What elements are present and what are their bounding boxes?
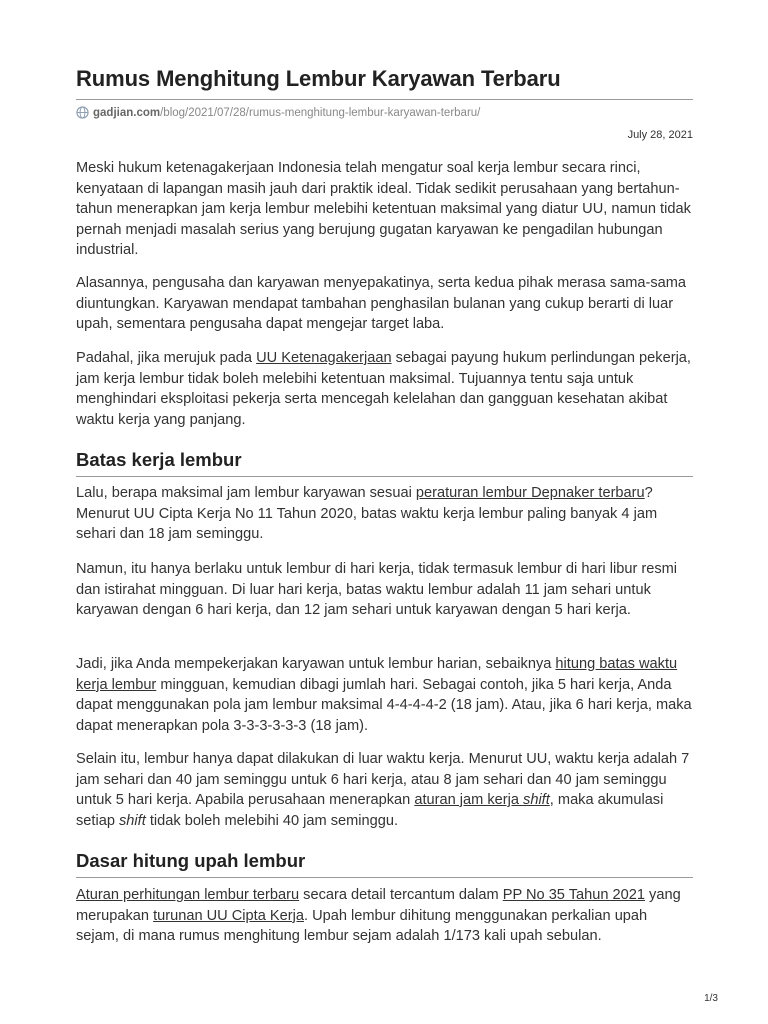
- page-number: 1/3: [704, 993, 718, 1004]
- intro-paragraph-3: Padahal, jika merujuk pada UU Ketenagakerjaan sebagai payung hukum perlindungan pekerja, jam kerja lembur tidak boleh melebihi ketentuan maksimal. Tujuannya tentu saja untuk menghindari eksploitasi pekerja serta mencegah kelelahan dan gangguan kesehatan akibat waktu kerja yang panjang.: [76, 350, 691, 428]
- globe-icon: [76, 106, 89, 119]
- section1-paragraph-4: Selain itu, lembur hanya dapat dilakukan di luar waktu kerja. Menurut UU, waktu kerja adalah 7 jam sehari dan 40 jam seminggu untuk 6 hari kerja, atau 8 jam sehari dan 40 jam seminggu untuk 5 hari kerja. Apabila perusahaan menerapkan aturan jam kerja shift, maka akumulasi setiap shift tidak boleh melebihi 40 jam seminggu.: [76, 751, 690, 829]
- source-path: /blog/2021/07/28/rumus-menghitung-lembur-karyawan-terbaru/: [160, 106, 481, 119]
- intro-paragraph-2: Alasannya, pengusaha dan karyawan menyepakatinya, serta kedua pihak merasa sama-sama diuntungkan. Karyawan mendapat tambahan penghasilan bulanan yang cukup berarti di luar upah, sementara pengusaha dapat mengejar target laba.: [76, 275, 687, 332]
- link-uu-ketenagakerjaan[interactable]: UU Ketenagakerjaan: [256, 350, 392, 366]
- link-turunan-uu-cipta-kerja[interactable]: turunan UU Cipta Kerja: [153, 907, 304, 924]
- source-host: gadjian.com: [93, 106, 161, 119]
- publish-date: July 28, 2021: [627, 129, 693, 141]
- section-divider: [76, 476, 693, 477]
- intro-paragraph-1: Meski hukum ketenagakerjaan Indonesia telah mengatur soal kerja lembur secara rinci, kenyataan di lapangan masih jauh dari praktik ideal. Tidak sedikit perusahaan yang bertahun-tahun menerapkan jam kerja lembur melebihi ketentuan maksimal yang diatur UU, namun tidak pernah menjadi masalah serius yang berujung gugatan karyawan ke pengadilan hubungan industrial.: [76, 160, 691, 258]
- link-hitung-batas-waktu-kerja-lembur[interactable]: hitung batas waktu kerja lembur: [76, 656, 678, 693]
- section-divider: [76, 877, 693, 878]
- link-aturan-jam-kerja-shift[interactable]: aturan jam kerja shift: [414, 792, 550, 808]
- section-heading-dasar-hitung-upah-lembur: Dasar hitung upah lembur: [76, 850, 306, 871]
- link-aturan-perhitungan-lembur[interactable]: Aturan perhitungan lembur terbaru: [76, 887, 300, 903]
- title-divider: [76, 99, 693, 100]
- section2-paragraph-1: Aturan perhitungan lembur terbaru secara detail tercantum dalam PP No 35 Tahun 2021 yang merupakan turunan UU Cipta Kerja. Upah lembur dihitung menggunakan perkalian upah sejam, di mana rumus menghitung lembur sejam adalah 1/173 kali upah sebulan.: [76, 887, 681, 944]
- section1-paragraph-1: Lalu, berapa maksimal jam lembur karyawan sesuai peraturan lembur Depnaker terbaru? Menurut UU Cipta Kerja No 11 Tahun 2020, batas waktu kerja lembur paling banyak 4 jam sehari dan 18 jam seminggu.: [76, 485, 658, 542]
- section1-paragraph-2: Namun, itu hanya berlaku untuk lembur di hari kerja, tidak termasuk lembur di hari libur resmi dan istirahat mingguan. Di luar hari kerja, batas waktu lembur adalah 11 jam sehari untuk karyawan dengan 6 hari kerja, dan 12 jam sehari untuk karyawan dengan 5 hari kerja.: [76, 561, 678, 618]
- page-title: Rumus Menghitung Lembur Karyawan Terbaru: [76, 66, 561, 91]
- section1-paragraph-3: Jadi, jika Anda mempekerjakan karyawan untuk lembur harian, sebaiknya hitung batas waktu kerja lembur mingguan, kemudian dibagi jumlah hari. Sebagai contoh, jika 5 hari kerja, Anda dapat menggunakan pola jam lembur maksimal 4-4-4-4-2 (18 jam). Atau, jika 6 hari kerja, maka dapat menerapkan pola 3-3-3-3-3-3 (18 jam).: [76, 656, 692, 734]
- link-pp-35-2021[interactable]: PP No 35 Tahun 2021: [502, 887, 645, 903]
- link-peraturan-lembur-depnaker[interactable]: peraturan lembur Depnaker terbaru: [415, 485, 645, 501]
- section-heading-batas-kerja-lembur: Batas kerja lembur: [76, 449, 242, 470]
- source-url[interactable]: [76, 106, 480, 119]
